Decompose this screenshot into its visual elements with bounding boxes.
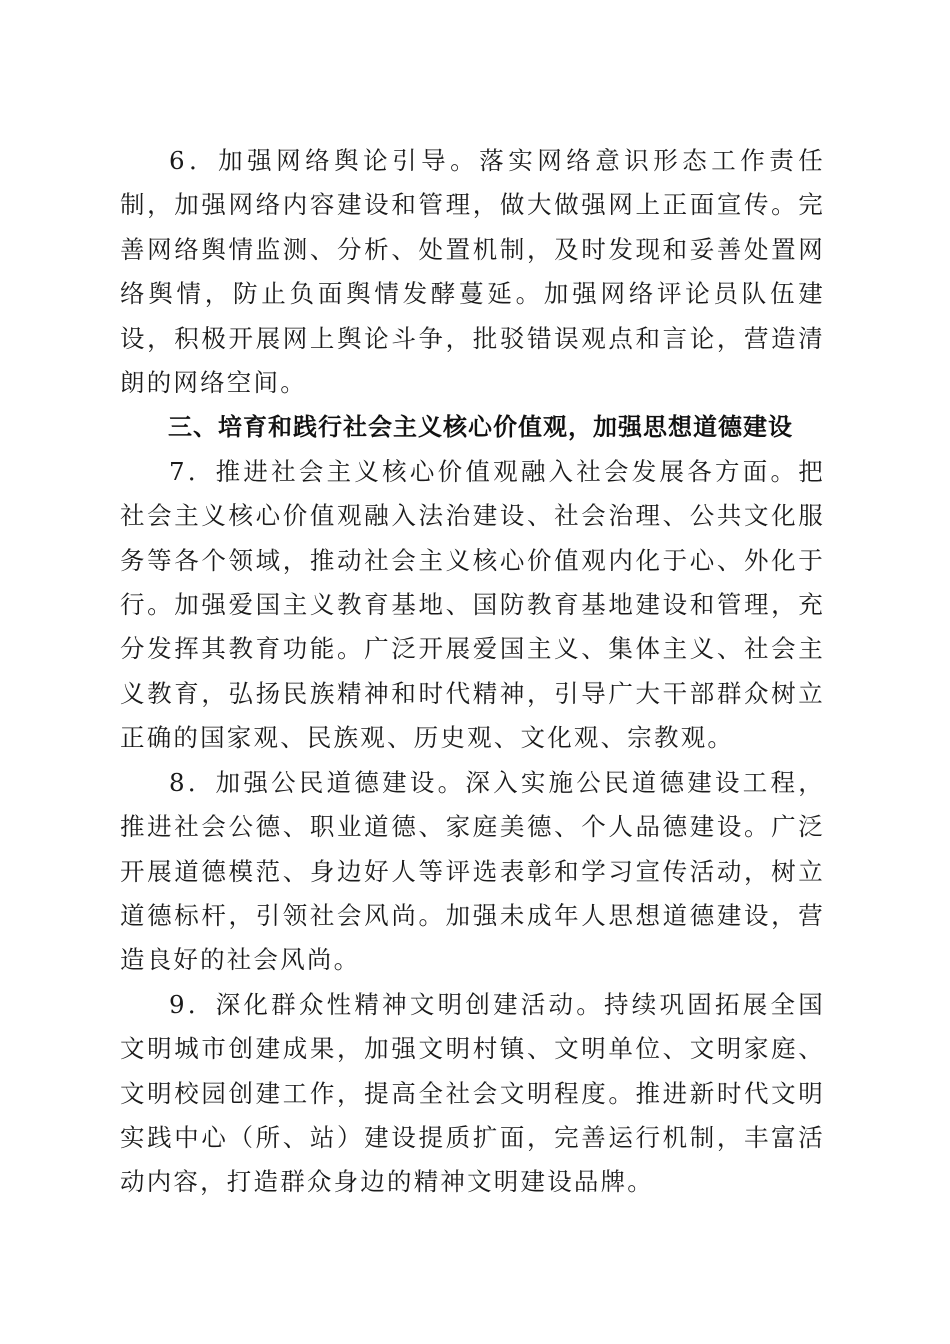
- paragraph-8: 8．加强公民道德建设。深入实施公民道德建设工程，推进社会公德、职业道德、家庭美德、个人品德建设。广泛开展道德模范、身边好人等评选表彰和学习宣传活动，树立道德标杆，引领社会风尚。加强未成年人思想道德建设，营造良好的社会风尚。: [120, 767, 825, 975]
- paragraph-9: 9．深化群众性精神文明创建活动。持续巩固拓展全国文明城市创建成果，加强文明村镇、文明单位、文明家庭、文明校园创建工作，提高全社会文明程度。推进新时代文明实践中心（所、站）建设提质扩面，完善运行机制，丰富活动内容，打造群众身边的精神文明建设品牌。: [120, 989, 825, 1197]
- paragraph-6: 6．加强网络舆论引导。落实网络意识形态工作责任制，加强网络内容建设和管理，做大做强网上正面宣传。完善网络舆情监测、分析、处置机制，及时发现和妥善处置网络舆情，防止负面舆情发酵蔓延。加强网络评论员队伍建设，积极开展网上舆论斗争，批驳错误观点和言论，营造清朗的网络空间。: [120, 146, 825, 398]
- section-heading-3: 三、培育和践行社会主义核心价值观，加强思想道德建设: [168, 413, 793, 442]
- paragraph-7: 7．推进社会主义核心价值观融入社会发展各方面。把社会主义核心价值观融入法治建设、社会治理、公共文化服务等各个领域，推动社会主义核心价值观内化于心、外化于行。加强爱国主义教育基地、国防教育基地建设和管理，充分发挥其教育功能。广泛开展爱国主义、集体主义、社会主义教育，弘扬民族精神和时代精神，引导广大干部群众树立正确的国家观、民族观、历史观、文化观、宗教观。: [120, 456, 825, 753]
- document-body: [120, 139, 825, 1205]
